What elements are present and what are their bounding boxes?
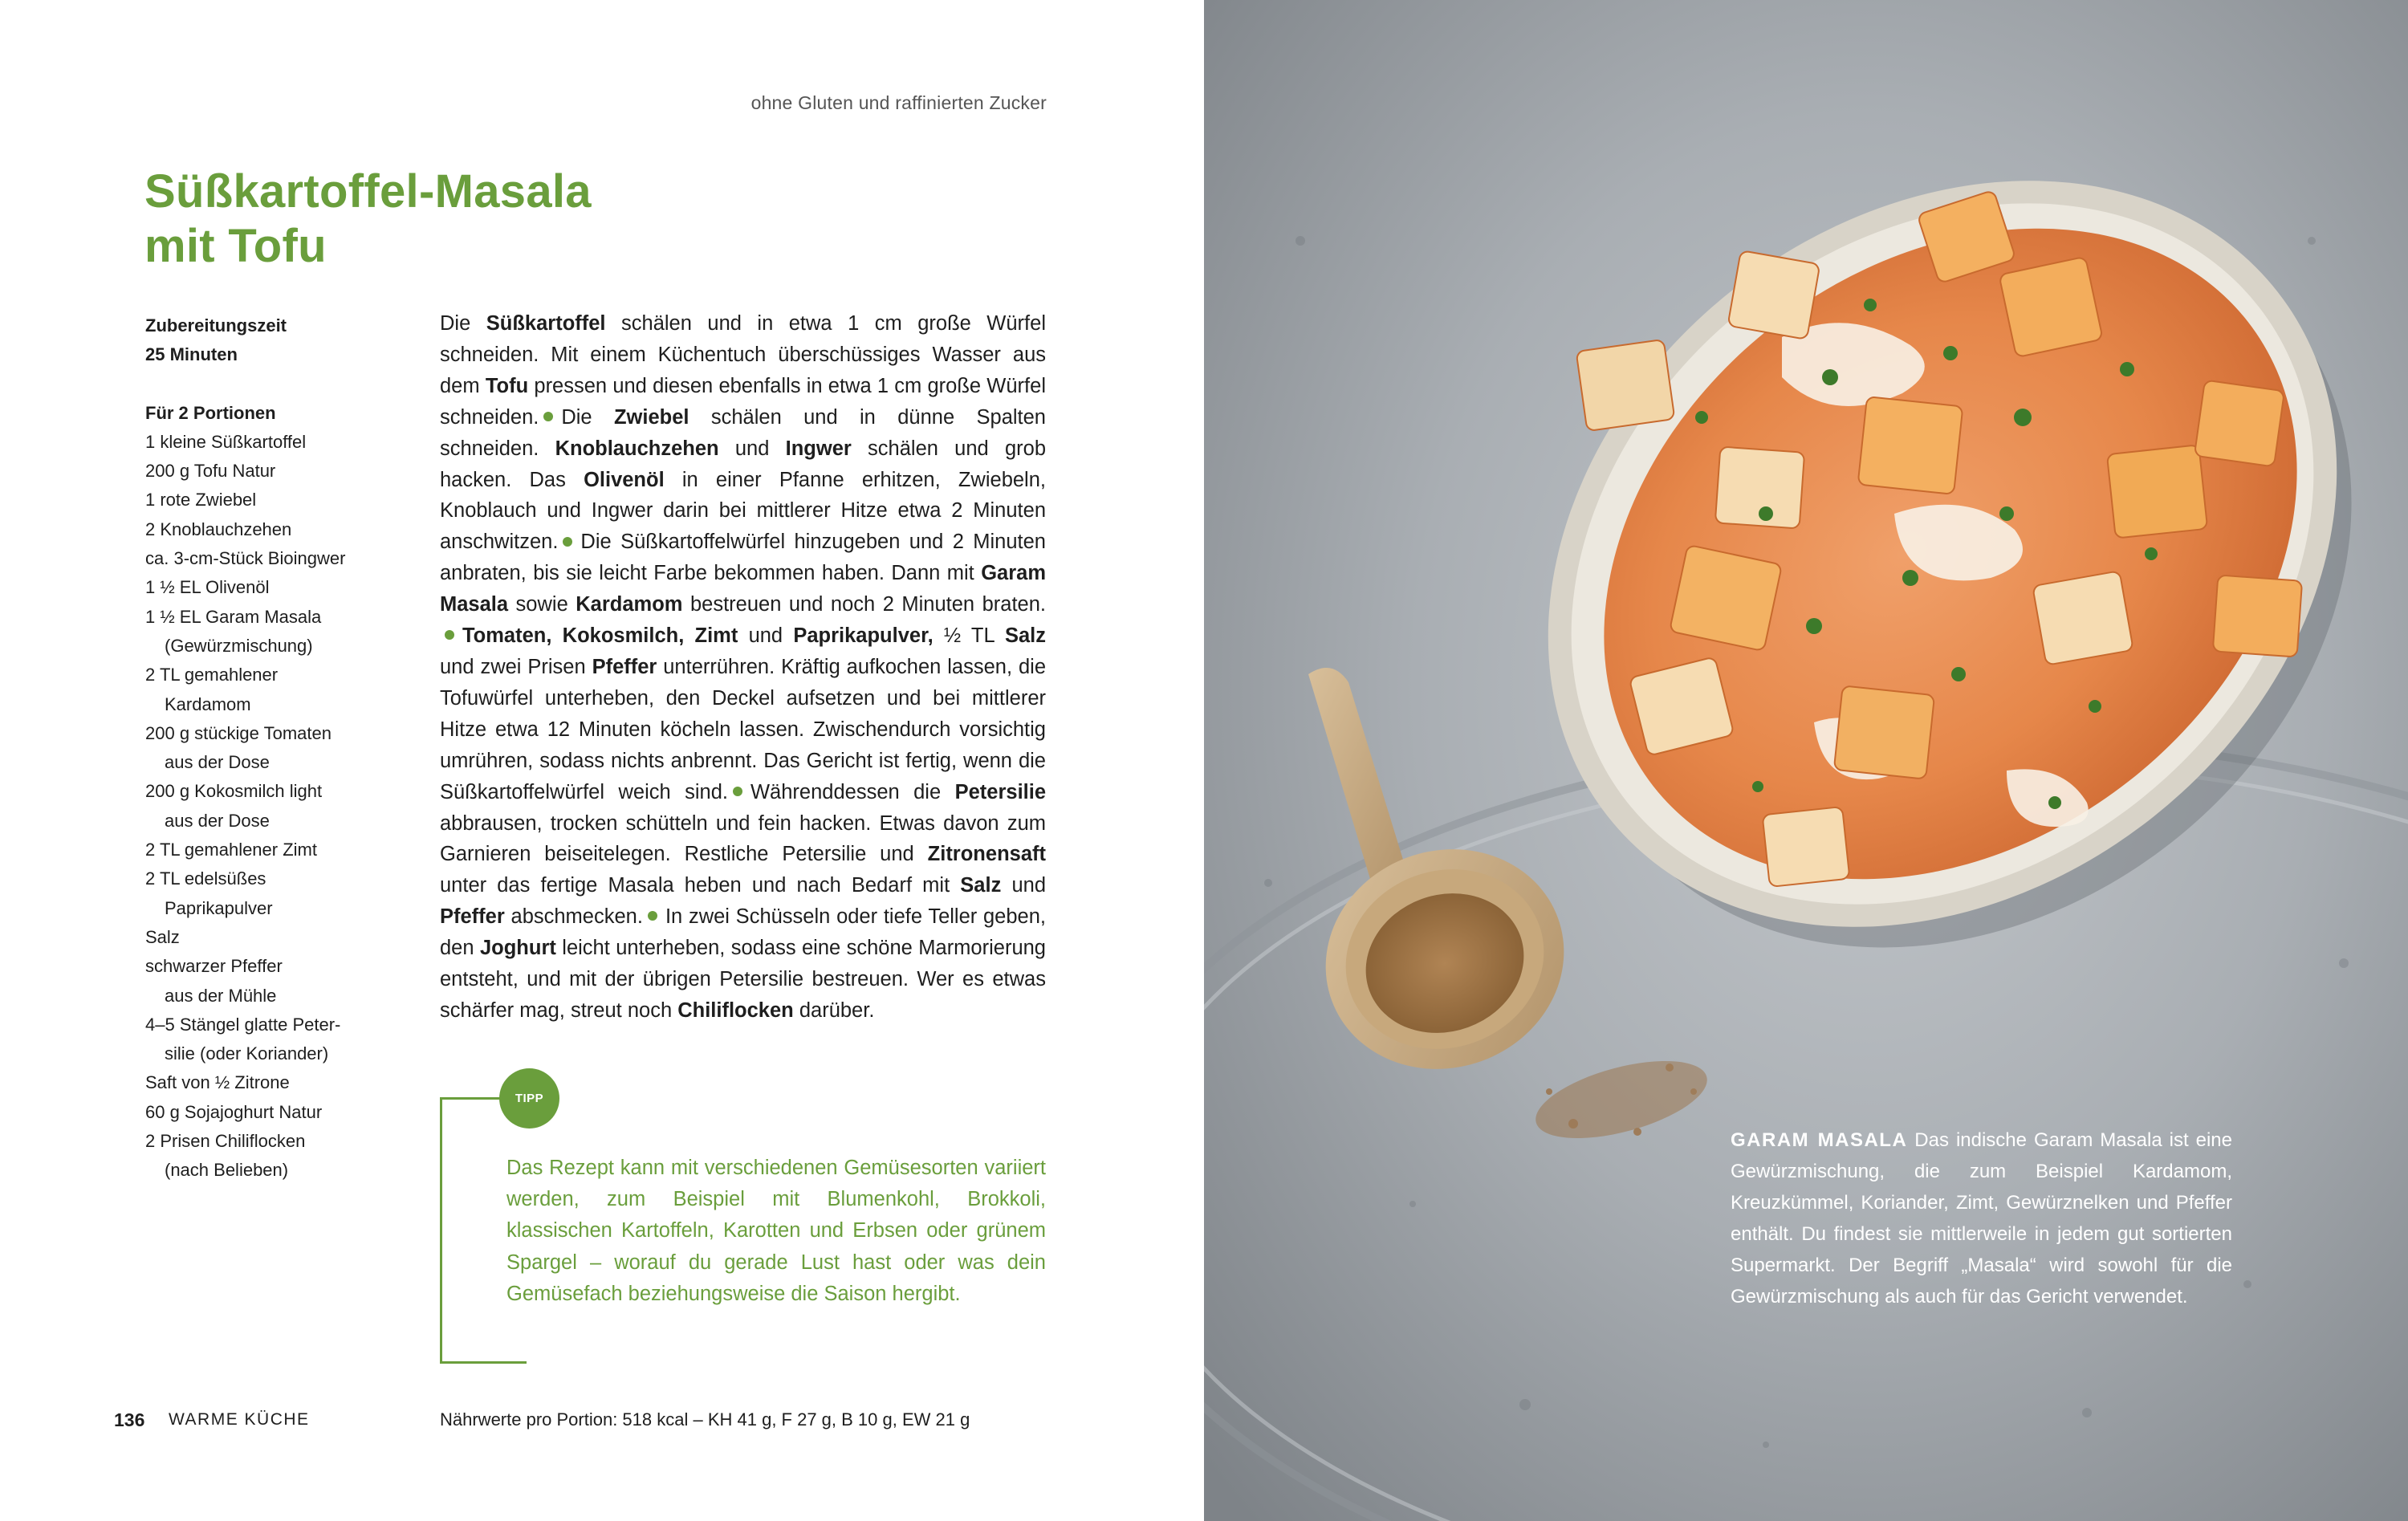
- step-separator-dot: [733, 787, 742, 796]
- step-separator-dot: [648, 911, 657, 921]
- ingredient-item: 2 Prisen Chiliflocken: [145, 1131, 306, 1152]
- instruction-text: unterrühren. Kräftig aufkochen lassen, die Tofuwürfel unterheben, den Deckel aufsetzen und bei mittlerer Hitze etwa 12 Minuten köcheln lassen. Zwischendurch vorsichtig umrühren, sodass nichts anbrennt. Das Gericht ist fertig, wenn die Süßkartoffelwürfel weich sind.: [440, 655, 1046, 803]
- instructions-text: [440, 308, 1046, 1027]
- ingredient-item: aus der Dose: [165, 752, 270, 773]
- ingredient-item: 1 rote Zwiebel: [145, 490, 257, 510]
- ingredient-item: silie (oder Koriander): [165, 1043, 329, 1064]
- recipe-title: [144, 165, 592, 274]
- instruction-text: unter das fertige Masala heben und nach Bedarf mit: [440, 874, 961, 897]
- ingredient-item: 2 TL gemahlener: [145, 665, 279, 685]
- ingredient-highlight: Pfeffer: [592, 655, 657, 678]
- prep-time-value: 25 Minuten: [145, 344, 238, 365]
- ingredient-item: Kardamom: [165, 693, 251, 714]
- step-separator-dot: [563, 537, 572, 547]
- portions-label: Für 2 Portionen: [145, 402, 276, 423]
- ingredient-highlight: Joghurt: [479, 937, 556, 960]
- ingredient-item: 1 kleine Süßkartoffel: [145, 431, 307, 452]
- ingredient-item: 200 g Tofu Natur: [145, 461, 276, 482]
- ingredient-item: 2 TL gemahlener Zimt: [145, 840, 317, 860]
- ingredient-item: Saft von ½ Zitrone: [145, 1072, 290, 1093]
- ingredient-item: 1 ½ EL Garam Masala: [145, 606, 322, 627]
- ingredient-item: Paprikapulver: [165, 897, 273, 918]
- ingredient-highlight: Zitronensaft: [927, 843, 1046, 866]
- ingredient-item: Salz: [145, 926, 180, 947]
- instruction-text: Währenddessen die: [750, 780, 955, 803]
- step-separator-dot: [543, 412, 553, 421]
- running-head: ohne Gluten und raffinierten Zucker: [750, 92, 1047, 113]
- ingredient-item: 4–5 Stängel glatte Peter-: [145, 1014, 341, 1035]
- prep-time-label: Zubereitungszeit: [145, 315, 287, 336]
- ingredient-highlight: Pfeffer: [440, 905, 505, 929]
- instruction-text: Die Süßkartoffelwürfel hinzugeben und 2 Minuten anbraten, bis sie leicht Farbe bekommen haben. Dann mit: [440, 531, 1046, 585]
- instruction-text: und zwei Prisen: [440, 655, 592, 678]
- instruction-text: Die: [561, 405, 614, 429]
- ingredient-highlight: Garam Masala: [440, 562, 1046, 616]
- ingredient-item: aus der Dose: [165, 810, 270, 831]
- ingredient-highlight: Süßkartoffel: [486, 312, 606, 335]
- tip-badge: TIPP: [499, 1068, 559, 1129]
- ingredient-highlight: Kardamom: [576, 593, 683, 616]
- photo-caption: [1731, 1124, 2232, 1312]
- ingredients-sidebar: [145, 311, 386, 1185]
- ingredient-item: schwarzer Pfeffer: [145, 956, 283, 977]
- ingredient-highlight: Olivenöl: [584, 468, 665, 491]
- instruction-text: pressen und diesen ebenfalls in etwa 1 cm große Würfel schneiden.: [440, 374, 1046, 429]
- instruction-text: schälen und in dünne Spalten schneiden.: [440, 405, 1046, 460]
- ingredient-highlight: Zwiebel: [613, 405, 689, 429]
- ingredient-item: 2 TL edelsüßes: [145, 868, 266, 889]
- ingredient-item: 200 g stückige Tomaten: [145, 722, 332, 743]
- ingredient-item: aus der Mühle: [165, 985, 277, 1006]
- ingredient-highlight: Petersilie: [954, 780, 1046, 803]
- instruction-text: und: [738, 624, 794, 648]
- ingredient-item: (nach Belieben): [165, 1160, 289, 1181]
- ingredient-highlight: Salz: [960, 874, 1002, 897]
- instruction-text: abbrausen, trocken schütteln und fein hacken. Etwas davon zum Garnieren beiseitelegen. Restliche Petersilie und: [440, 811, 1046, 866]
- section-name: WARME KÜCHE: [169, 1410, 310, 1429]
- recipe-title-line-1: Süßkartoffel-Masala: [144, 165, 592, 218]
- ingredient-item: ca. 3-cm-Stück Bioingwer: [145, 548, 346, 569]
- recipe-title-line-2: mit Tofu: [144, 220, 327, 272]
- ingredient-item: 200 g Kokosmilch light: [145, 781, 323, 802]
- ingredient-highlight: Chiliflocken: [677, 998, 794, 1022]
- ingredient-highlight: Ingwer: [785, 437, 852, 460]
- instruction-text: darüber.: [793, 998, 875, 1022]
- photo-caption-text: Das indische Garam Masala ist eine Gewürzmischung, die zum Beispiel Kardamom, Kreuzkümmel, Koriander, Zimt, Gewürznelken und Pfeffer enthält. Du findest sie mittlerweile in jedem gut sortierten Supermarkt. Der Begriff „Masala“ wird sowohl für die Gewürzmischung als auch für das Gericht verwendet.: [1731, 1129, 2232, 1307]
- photo-caption-heading: GARAM MASALA: [1731, 1129, 1908, 1151]
- ingredient-item: 60 g Sojajoghurt Natur: [145, 1101, 323, 1122]
- instruction-text: sowie: [508, 593, 576, 616]
- page-number: 136: [114, 1409, 145, 1430]
- instruction-text: schälen und in etwa 1 cm große Würfel schneiden. Mit einem Küchentuch überschüssiges Wasser aus dem: [440, 312, 1046, 397]
- ingredient-item: 1 ½ EL Olivenöl: [145, 577, 270, 598]
- step-separator-dot: [445, 630, 454, 640]
- instruction-text: in einer Pfanne erhitzen, Zwiebeln, Knoblauch und Ingwer darin bei mittlerer Hitze etwa 2 Minuten anschwitzen.: [440, 468, 1046, 554]
- instruction-text: abschmecken.: [504, 905, 643, 929]
- nutrition-info: Nährwerte pro Portion: 518 kcal – KH 41 g, F 27 g, B 10 g, EW 21 g: [440, 1409, 970, 1429]
- ingredient-item: (Gewürzmischung): [165, 635, 313, 656]
- instruction-text: und: [1001, 874, 1046, 897]
- ingredient-highlight: Knoblauchzehen: [555, 437, 719, 460]
- ingredient-item: 2 Knoblauchzehen: [145, 519, 292, 539]
- ingredient-highlight: Tomaten, Kokosmilch, Zimt: [462, 624, 738, 648]
- ingredient-highlight: Paprikapulver,: [793, 624, 934, 648]
- tip-text: Das Rezept kann mit verschiedenen Gemüsesorten variiert werden, zum Beispiel mit Blumenkohl, Brokkoli, klassischen Kartoffeln, Karotten und Erbsen oder grünem Spargel – worauf du gerade Lust hast oder was dein Gemüsefach beziehungsweise die Saison hergibt.: [506, 1157, 1046, 1305]
- instruction-text: bestreuen und noch 2 Minuten braten.: [682, 593, 1046, 616]
- instruction-text: leicht unterheben, sodass eine schöne Marmorierung entsteht, und mit der übrigen Petersilie bestreuen. Wer es etwas schärfer mag, streut noch: [440, 937, 1046, 1022]
- ingredient-highlight: Salz: [1004, 624, 1046, 648]
- ingredient-highlight: Tofu: [485, 374, 529, 397]
- instruction-text: und: [718, 437, 786, 460]
- instruction-text: schälen und grob hacken. Das: [440, 437, 1046, 491]
- instruction-text: Die: [440, 312, 486, 335]
- instruction-text: ½ TL: [933, 624, 1005, 648]
- ingredient-list: [145, 428, 386, 1185]
- instruction-text: In zwei Schüsseln oder tiefe Teller geben, den: [440, 905, 1046, 960]
